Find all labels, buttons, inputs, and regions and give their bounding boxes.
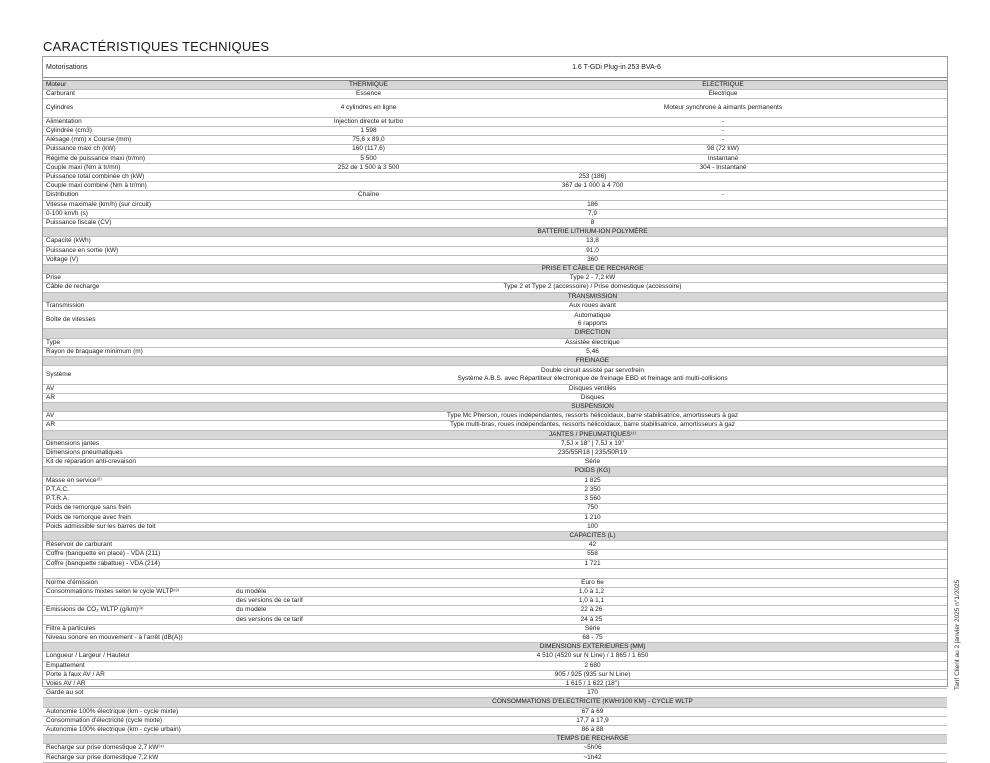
thermique-value: 252 de 1 500 à 3 500 — [337, 163, 400, 171]
table-row — [43, 136, 947, 145]
row-value: 2 350 — [584, 485, 601, 493]
row-label: Boîte de vitesses — [46, 315, 96, 323]
thermique-value: 75,6 x 89,0 — [352, 136, 385, 144]
table-row — [43, 311, 947, 329]
row-label: Rayon de braquage minimum (m) — [46, 347, 143, 355]
row-label: Garde au sol — [46, 689, 84, 697]
table-row — [43, 348, 947, 357]
table-row — [43, 173, 947, 182]
row-label: Puissance maxi ch (kW) — [46, 145, 116, 153]
section-header-row — [43, 403, 947, 412]
table-row — [43, 155, 947, 164]
row-label: Porte à faux AV / AR — [46, 670, 105, 678]
electrique-value: Electrique — [708, 90, 738, 98]
row-value: 67 à 69 — [581, 707, 604, 715]
row-label: Alésage (mm) x Course (mm) — [46, 136, 132, 144]
section-title: CONSOMMATIONS D'ELECTRICITE (KWH/100 KM) - CYCLE WLTP — [492, 698, 693, 706]
row-value: 367 de 1 000 à 4 700 — [561, 182, 624, 190]
section-title: TEMPS DE RECHARGE — [556, 735, 629, 743]
row-label: Voltage (V) — [46, 255, 79, 263]
row-label: Coffre (banquette rabattue) - VDA (214) — [46, 559, 161, 567]
row-value: 1 825 — [584, 476, 601, 484]
row-value: ~5h06 — [583, 744, 602, 752]
row-value: 1,0 à 1,2 — [578, 587, 605, 595]
spec-rows — [43, 81, 947, 763]
thermique-header: THERMIQUE — [349, 81, 388, 88]
row-value: Double circuit assisté par servofrein Système A.B.S. avec Répartiteur électronique de freinage EBD et freinage anti multi-collisions — [457, 366, 728, 382]
table-row — [43, 486, 947, 495]
table-row — [43, 717, 947, 726]
table-row — [43, 680, 947, 689]
thermique-value: Essence — [356, 90, 381, 98]
row-label: Vitesse maximale (km/h) (sur circuit) — [46, 200, 151, 208]
table-row — [43, 662, 947, 671]
table-row — [43, 440, 947, 449]
row-label: Réservoir de carburant — [46, 541, 113, 549]
table-row — [43, 550, 947, 559]
row-value: 17,7 à 17,9 — [576, 716, 609, 724]
row-value: 22 à 26 — [580, 606, 603, 614]
row-label: Câble de recharge — [46, 283, 100, 291]
row-label: Recharge sur prise domestique 2,7 kW⁽⁴⁾ — [46, 744, 165, 752]
row-value: 186 — [587, 200, 598, 208]
row-label: Masse en service⁽²⁾ — [46, 476, 102, 484]
row-value: Type 2 et Type 2 (accessoire) / Prise domestique (accessoire) — [503, 283, 682, 291]
row-value: Série — [584, 458, 601, 466]
row-label: Autonomie 100% électrique (km - cycle mixte) — [46, 707, 179, 715]
row-value: 100 — [587, 522, 598, 530]
table-row — [43, 449, 947, 458]
section-header-row — [43, 293, 947, 302]
thermique-value: Chaîne — [358, 191, 379, 199]
table-row — [43, 597, 947, 606]
row-value: 68 - 75 — [582, 633, 603, 641]
table-row — [43, 421, 947, 430]
table-row — [43, 339, 947, 348]
table-row — [43, 385, 947, 394]
table-row — [43, 616, 947, 625]
row-label: Consommation d'électricité (cycle mixte) — [46, 716, 163, 724]
row-label: Transmission — [46, 301, 85, 309]
section-title: PRISE ET CÂBLE DE RECHARGE — [541, 265, 644, 273]
row-label: Empattement — [46, 661, 85, 669]
row-value: Assistée électrique — [565, 338, 620, 346]
row-value: 8 — [590, 219, 595, 227]
row-label: Type — [46, 338, 61, 346]
table-row — [43, 726, 947, 735]
row-label: Coffre (banquette en place) - VDA (211) — [46, 550, 161, 558]
section-header-row — [43, 643, 947, 652]
row-label: Carburant — [46, 90, 75, 98]
row-label: Cylindres — [46, 104, 74, 111]
row-label: Puissance total combinée ch (kW) — [46, 173, 145, 181]
table-row — [43, 569, 947, 579]
table-row — [43, 99, 947, 117]
row-label: Distribution — [46, 191, 79, 199]
thermique-value: 1 598 — [360, 127, 377, 134]
thermique-value: 5 500 — [360, 154, 377, 162]
row-label: P.T.A.C. — [46, 485, 70, 493]
section-header-row — [43, 265, 947, 274]
row-value: 1 210 — [584, 513, 601, 521]
row-label: Dimensions pneumatiques — [46, 449, 123, 457]
row-label: Kit de réparation anti-crevaison — [46, 458, 136, 466]
row-value: 905 / 925 (935 sur N Line) — [554, 670, 631, 678]
table-row — [43, 652, 947, 661]
row-label: AR — [46, 393, 56, 401]
thermique-value: 160 (117,6) — [352, 145, 385, 153]
electrique-value: - — [721, 127, 725, 134]
table-row — [43, 671, 947, 680]
row-value: 253 (186) — [578, 173, 607, 181]
row-value: 7,9 — [587, 209, 598, 217]
row-label: Emissions de CO₂ WLTP (g/km)⁽³⁾ — [46, 606, 144, 614]
electrique-header: ELECTRIQUE — [702, 81, 744, 88]
row-label: Système — [46, 370, 72, 378]
table-row — [43, 201, 947, 210]
row-value: 86 à 88 — [581, 725, 604, 733]
row-value: 42 — [588, 541, 597, 549]
thermique-value: Injection directe et turbo — [333, 117, 404, 125]
row-label: Voies AV / AR — [46, 679, 86, 687]
row-value: 1,0 à 1,1 — [578, 597, 605, 605]
row-label: Moteur — [46, 81, 67, 88]
page-title: CARACTÉRISTIQUES TECHNIQUES — [43, 39, 270, 54]
row-value: 24 à 25 — [580, 615, 603, 623]
row-value: 750 — [587, 504, 598, 512]
table-row — [43, 145, 947, 154]
table-row — [43, 541, 947, 550]
spec-table — [42, 56, 948, 761]
section-title: BATTERIE LITHIUM-ION POLYMÈRE — [537, 228, 648, 236]
electrique-value: - — [721, 191, 725, 199]
table-header — [43, 57, 947, 78]
table-row — [43, 477, 947, 486]
row-label: P.T.R.A. — [46, 495, 70, 503]
table-row — [43, 504, 947, 513]
header-label: Motorisations — [46, 63, 88, 71]
table-row — [43, 625, 947, 634]
table-row — [43, 219, 947, 228]
table-row — [43, 127, 947, 136]
row-value: Automatique 6 rapports — [574, 311, 611, 327]
row-value: Type multi-bras, roues indépendantes, ressorts hélicoïdaux, barre stabilisatrice, amortisseurs à gaz — [449, 421, 736, 429]
row-label: Consommations mixtes selon le cycle WLTP⁽³⁾ — [46, 587, 180, 595]
table-row — [43, 588, 947, 597]
section-header-row — [43, 698, 947, 707]
electrique-value: - — [721, 117, 725, 125]
table-row — [43, 579, 947, 588]
row-value: 7,5J x 18'' | 7,5J x 19'' — [560, 439, 625, 447]
row-value: Type Mc Pherson, roues indépendantes, ressorts hélicoïdaux, barre stabilisatrice, amortisseurs à gaz — [446, 412, 739, 420]
row-label: Dimensions jantes — [46, 439, 100, 447]
section-header-row — [43, 735, 947, 744]
engine-name: 1.6 T-GDi Plug-in 253 BVA-6 — [572, 63, 661, 71]
row-label: Niveau sonore en mouvement - à l'arrêt (dB(A)) — [46, 633, 183, 641]
table-row — [43, 256, 947, 265]
section-header-row — [43, 431, 947, 440]
table-row — [43, 689, 947, 698]
row-label: Couple maxi combiné (Nm à tr/mn) — [46, 182, 147, 190]
section-title: JANTES / PNEUMATIQUES⁽¹⁾ — [548, 430, 637, 438]
table-row — [43, 274, 947, 283]
row-label: Poids de remorque sans frein — [46, 504, 131, 512]
row-label: Puissance fiscale (CV) — [46, 219, 112, 227]
row-label: AV — [46, 384, 55, 392]
row-value: 91,0 — [586, 246, 599, 254]
table-row — [43, 302, 947, 311]
section-header-row — [43, 532, 947, 541]
table-row — [43, 182, 947, 191]
row-value: 1 721 — [584, 559, 601, 567]
row-value: 170 — [587, 689, 598, 697]
row-value: 558 — [587, 550, 598, 558]
section-title: SUSPENSION — [571, 403, 614, 411]
row-sublabel: des versions de ce tarif — [236, 597, 303, 605]
section-title: DIMENSIONS EXTERIEURES (MM) — [539, 643, 646, 651]
table-row — [43, 744, 947, 753]
row-label: Cylindrée (cm3) — [46, 127, 92, 134]
row-label: Longueur / Largeur / Hauteur — [46, 652, 130, 660]
row-label: Poids admissible sur les barres de toit — [46, 522, 156, 530]
row-label: Couple maxi (Nm à tr/mn) — [46, 163, 121, 171]
section-header-row — [43, 228, 947, 237]
row-label: Norme d'émission — [46, 578, 98, 586]
row-label: Poids de remorque avec frein — [46, 513, 131, 521]
row-label: Autonomie 100% électrique (km - cycle urbain) — [46, 725, 181, 733]
row-value: 4 510 (4520 sur N Line) / 1 865 / 1 650 — [536, 652, 649, 660]
table-row — [43, 458, 947, 467]
table-row — [43, 237, 947, 246]
row-value: 3 560 — [584, 495, 601, 503]
section-header-row — [43, 467, 947, 476]
row-value: 1 615 / 1 622 (18'') — [565, 679, 620, 687]
row-sublabel: du modèle — [236, 587, 267, 595]
row-label: Régime de puissance maxi (tr/mn) — [46, 154, 145, 162]
table-row — [43, 523, 947, 532]
electrique-value: 304 - Instantané — [699, 163, 747, 171]
table-row — [43, 164, 947, 173]
table-row — [43, 514, 947, 523]
electrique-value: Instantané — [707, 154, 739, 162]
table-row — [43, 118, 947, 127]
row-value: Aux roues avant — [569, 301, 616, 309]
row-sublabel: du modèle — [236, 606, 267, 614]
row-value: 2 680 — [584, 661, 601, 669]
row-value: 5,46 — [586, 347, 599, 355]
row-label: Prise — [46, 274, 61, 282]
electrique-value: - — [721, 136, 725, 144]
row-value: 235/55R18 | 235/50R19 — [558, 449, 627, 457]
table-row — [43, 708, 947, 717]
table-row — [43, 754, 947, 763]
section-header-row — [43, 357, 947, 366]
row-value: ~1h42 — [583, 753, 602, 761]
row-value: 360 — [587, 255, 598, 263]
row-label: 0-100 km/h (s) — [46, 209, 88, 217]
table-row — [43, 366, 947, 384]
thermique-value: 4 cylindres en ligne — [340, 104, 397, 111]
electrique-value: 98 (72 kW) — [707, 145, 739, 153]
row-value: Série — [584, 624, 601, 632]
table-row — [43, 412, 947, 421]
table-row — [43, 247, 947, 256]
row-label: Puissance en sortie (kW) — [46, 246, 119, 254]
table-row — [43, 560, 947, 569]
table-row — [43, 283, 947, 292]
table-row — [43, 90, 947, 99]
row-value: Disques — [580, 393, 605, 401]
table-row — [43, 606, 947, 615]
section-title: CAPACITES (L) — [569, 531, 616, 539]
row-value: Disques ventilés — [568, 384, 617, 392]
section-header-row — [43, 81, 947, 90]
row-sublabel: des versions de ce tarif — [236, 615, 303, 623]
row-label: Filtre à particules — [46, 624, 96, 632]
table-row — [43, 394, 947, 403]
row-label: AV — [46, 412, 55, 420]
table-row — [43, 495, 947, 504]
row-label: Capacité (kWh) — [46, 237, 91, 245]
electrique-value: Moteur synchrone à aimants permanents — [663, 104, 783, 111]
section-title: FREINAGE — [575, 357, 610, 365]
row-label: Alimentation — [46, 117, 82, 125]
table-row — [43, 191, 947, 200]
row-value: Euro 6e — [581, 578, 604, 586]
section-title: POIDS (KG) — [574, 467, 611, 475]
table-row — [43, 210, 947, 219]
side-note: Tarif Client au 2 janvier 2025 n°1/2025 — [954, 579, 961, 690]
row-value: Type 2 - 7,2 kW — [569, 274, 616, 282]
row-label: Recharge sur prise domestique 7,2 kW — [46, 753, 159, 761]
section-title: DIRECTION — [574, 329, 611, 337]
table-row — [43, 634, 947, 643]
row-value: 13,8 — [586, 237, 599, 245]
section-header-row — [43, 329, 947, 338]
section-title: TRANSMISSION — [567, 292, 618, 300]
row-label: AR — [46, 421, 56, 429]
